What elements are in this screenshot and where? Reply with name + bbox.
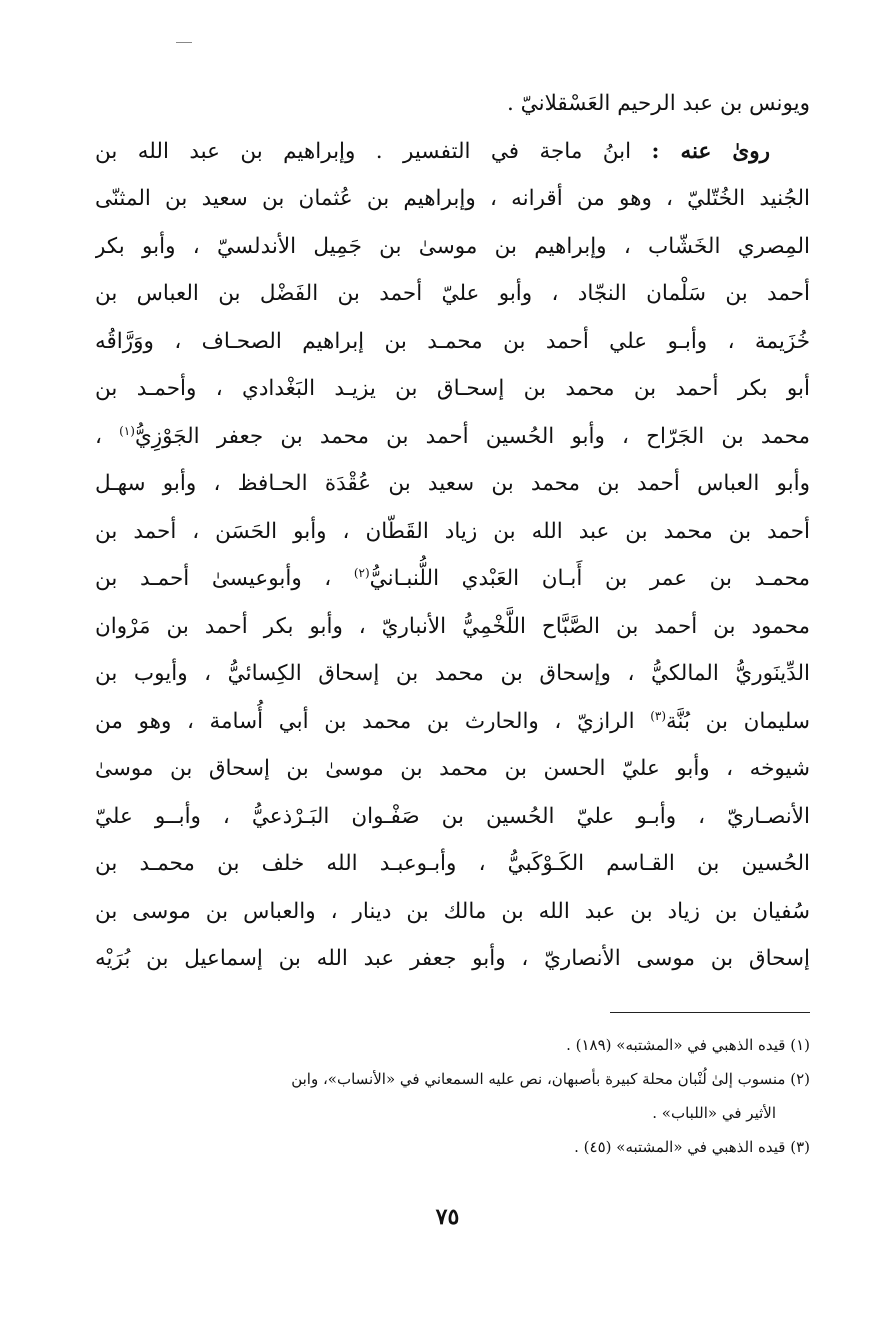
footnote-2-continuation: الأثير في «اللباب» . bbox=[652, 1104, 776, 1122]
footnote-ref-2: (٢) bbox=[353, 565, 370, 580]
footnote-3: (٣) قيده الذهبي في «المشتبه» (٤٥) . bbox=[574, 1138, 810, 1156]
text-line: وأبو العباس أحمد بن محمد بن سعيد بن عُقْدَة الحـافظ ، وأبو سهـل bbox=[95, 471, 810, 496]
text-segment: محمد بن الجَرّاح ، وأبو الحُسين أحمد بن محمد بن جعفر الجَوْزِيُّ bbox=[134, 423, 810, 449]
text-line bbox=[95, 555, 810, 603]
text-line: الجُنيد الخُتّليّ ، وهو من أقرانه ، وإبراهيم بن عُثمان بن سعيد بن المثنّى bbox=[95, 186, 810, 211]
text-line: الحُسين بن القـاسم الكَـوْكَبيُّ ، وأبـوعبـد الله خلف بن محمـد بن bbox=[95, 851, 810, 876]
footnote-ref-3: (٣) bbox=[650, 708, 667, 723]
text-line: سُفيان بن زياد بن عبد الله بن مالك بن دينار ، والعباس بن موسى بن bbox=[95, 898, 810, 924]
text-segment: الرازيّ ، والحارث بن محمد بن أبي أُسامة ، وهو من bbox=[95, 708, 651, 734]
text-line: أحمد بن سَلْمان النجّاد ، وأبو عليّ أحمد بن الفَضْل بن العباس بن bbox=[95, 281, 810, 306]
text-line bbox=[95, 698, 810, 746]
footnotes bbox=[95, 1028, 810, 1164]
text-segment: ، bbox=[95, 423, 120, 449]
paragraph-first-line bbox=[95, 128, 810, 176]
page-number: ٧٥ bbox=[435, 1204, 460, 1230]
text-line: شيوخه ، وأبو عليّ الحسن بن محمد بن موسىٰ بن إسحاق بن موسىٰ bbox=[95, 756, 810, 781]
text-line: ويونس بن عبد الرحيم العَسْقلانيّ . bbox=[507, 91, 810, 116]
text-line: خُزَيمة ، وأبـو علي أحمد بن محمـد بن إبراهيم الصحـاف ، ووَرَّاقُه bbox=[95, 328, 810, 354]
page-mark bbox=[176, 42, 192, 43]
footnote-2: (٢) منسوب إلىٰ لُنْبان محلة كبيرة بأصبهان، نص عليه السمعاني في «الأنساب»، وابن bbox=[291, 1070, 810, 1088]
footnote-separator bbox=[610, 1012, 810, 1013]
text-line: الأنصـاريّ ، وأبـو عليّ الحُسين بن صَفْـوان البَـرْذعيُّ ، وأبــو عليّ bbox=[95, 803, 810, 829]
text-line bbox=[95, 413, 810, 461]
main-text bbox=[95, 80, 810, 983]
text-segment: سليمان بن بُنَّة bbox=[666, 708, 810, 734]
footnote-ref-1: (١) bbox=[119, 423, 135, 438]
text-line: أبو بكر أحمد بن محمد بن إسحـاق بن يزيـد البَغْدادي ، وأحمـد بن bbox=[95, 376, 810, 401]
text-segment: ابنُ ماجة في التفسير . وإبراهيم بن عبد الله بن bbox=[95, 138, 632, 164]
text-line: إسحاق بن موسى الأنصاريّ ، وأبو جعفر عبد الله بن إسماعيل بن بُرَيْه bbox=[95, 946, 810, 971]
footnote-1: (١) قيده الذهبي في «المشتبه» (١٨٩) . bbox=[566, 1036, 810, 1054]
text-segment: محمـد بن عمر بن أَبـان العَبْدي اللُّنبـانيُّ bbox=[369, 566, 810, 591]
narrators-lead: روىٰ عنه : bbox=[651, 138, 770, 164]
text-line: المِصري الخَشّاب ، وإبراهيم بن موسىٰ بن جَمِيل الأندلسيّ ، وأبو بكر bbox=[95, 233, 810, 259]
text-line: محمود بن أحمد بن الصَّبَّاح اللَّخْمِيُّ الأنباريّ ، وأبو بكر أحمد بن مَرْوان bbox=[95, 613, 810, 639]
text-line: الدِّينَوريُّ المالكيُّ ، وإسحاق بن محمد بن إسحاق الكِسائيُّ ، وأيوب بن bbox=[95, 661, 810, 686]
text-segment: ، وأبوعيسىٰ أحمـد بن bbox=[95, 566, 354, 591]
text-line: أحمد بن محمد بن عبد الله بن زياد القَطّان ، وأبو الحَسَن ، أحمد بن bbox=[95, 518, 810, 544]
